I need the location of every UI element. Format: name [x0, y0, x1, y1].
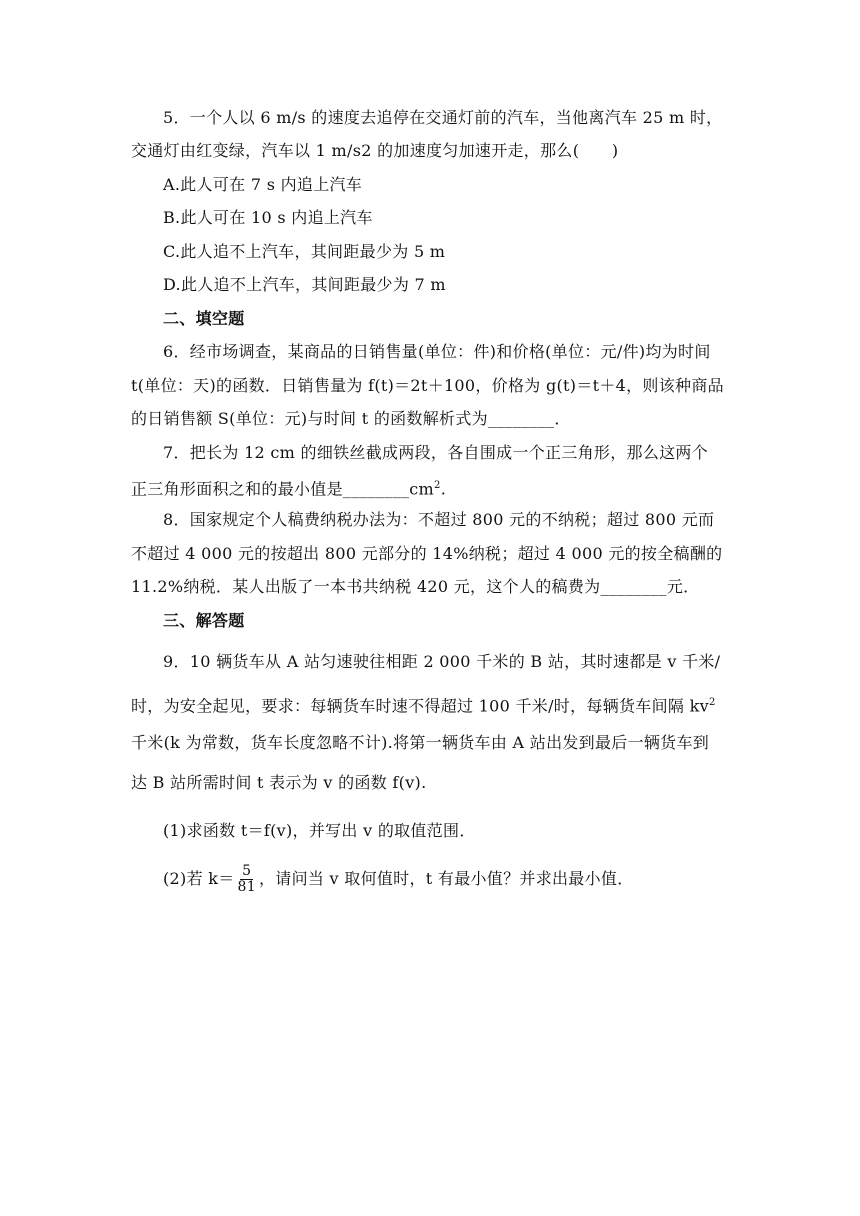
q5-line1: 5．一个人以 6 m/s 的速度去追停在交通灯前的汽车，当他离汽车 25 m 时，	[163, 108, 723, 127]
q9-line4: 达 B 站所需时间 t 表示为 v 的函数 f(v).	[131, 773, 427, 792]
q7-line2-text: 正三角形面积之和的最小值是________cm	[131, 479, 435, 499]
q9-line2-sup: 2	[708, 697, 716, 708]
q5-option-d: D.此人追不上汽车，其间距最少为 7 m	[163, 275, 446, 294]
q7-line2-sup: 2	[434, 480, 441, 491]
q8-line3: 11.2%纳税．某人出版了一本书共纳税 420 元，这个人的稿费为________元．	[131, 577, 700, 596]
q9-line3: 千米(k 为常数，货车长度忽略不计).将第一辆货车由 A 站出发到最后一辆货车到	[131, 733, 710, 752]
q9-line2	[131, 692, 731, 717]
q8-line2: 不超过 4 000 元的按超出 800 元部分的 14%纳税；超过 4 000 元的按全稿酬的	[131, 544, 723, 563]
q5-line2: 交通灯由红变绿，汽车以 1 m/s2 的加速度匀加速开走，那么( )	[131, 141, 619, 160]
q6-line2: t(单位：天)的函数．日销售量为 f(t)＝2t＋100，价格为 g(t)＝t＋4，则该种商品	[131, 376, 724, 395]
q7-line1: 7．把长为 12 cm 的细铁丝截成两段，各自围成一个正三角形，那么这两个	[163, 443, 709, 462]
q9-sub2	[163, 862, 763, 896]
q9-sub2-post: ，请问当 v 取何值时，t 有最小值？并求出最小值．	[258, 869, 634, 888]
section-title-fill-blank: 二、填空题	[163, 309, 245, 328]
fraction-denominator: 81	[237, 879, 256, 895]
section-title-answer: 三、解答题	[163, 611, 245, 630]
q9-sub1: (1)求函数 t＝f(v)，并写出 v 的取值范围．	[163, 821, 476, 840]
q5-option-a: A.此人可在 7 s 内追上汽车	[163, 175, 363, 194]
q7-line2	[131, 475, 731, 500]
q9-sub2-pre: (2)若 k＝	[163, 869, 235, 888]
q6-line1: 6．经市场调查，某商品的日销售量(单位：件)和价格(单位：元/件)均为时间	[163, 342, 711, 361]
q9-line2-text: 时，为安全起见，要求：每辆货车时速不得超过 100 千米/时，每辆货车间隔 kv	[131, 696, 709, 716]
fraction-numerator: 5	[242, 863, 252, 879]
q5-option-c: C.此人追不上汽车，其间距最少为 5 m	[163, 242, 446, 261]
q9-line1: 9．10 辆货车从 A 站匀速驶往相距 2 000 千米的 B 站，其时速都是 v 千米/	[163, 652, 721, 671]
q8-line1: 8．国家规定个人稿费纳税办法为：不超过 800 元的不纳税；超过 800 元而	[163, 510, 715, 529]
fraction-5-81	[236, 864, 258, 895]
q7-line2-end: .	[440, 479, 447, 499]
q6-line3: 的日销售额 S(单位：元)与时间 t 的函数解析式为________．	[131, 409, 571, 428]
q5-option-b: B.此人可在 10 s 内追上汽车	[163, 208, 373, 227]
